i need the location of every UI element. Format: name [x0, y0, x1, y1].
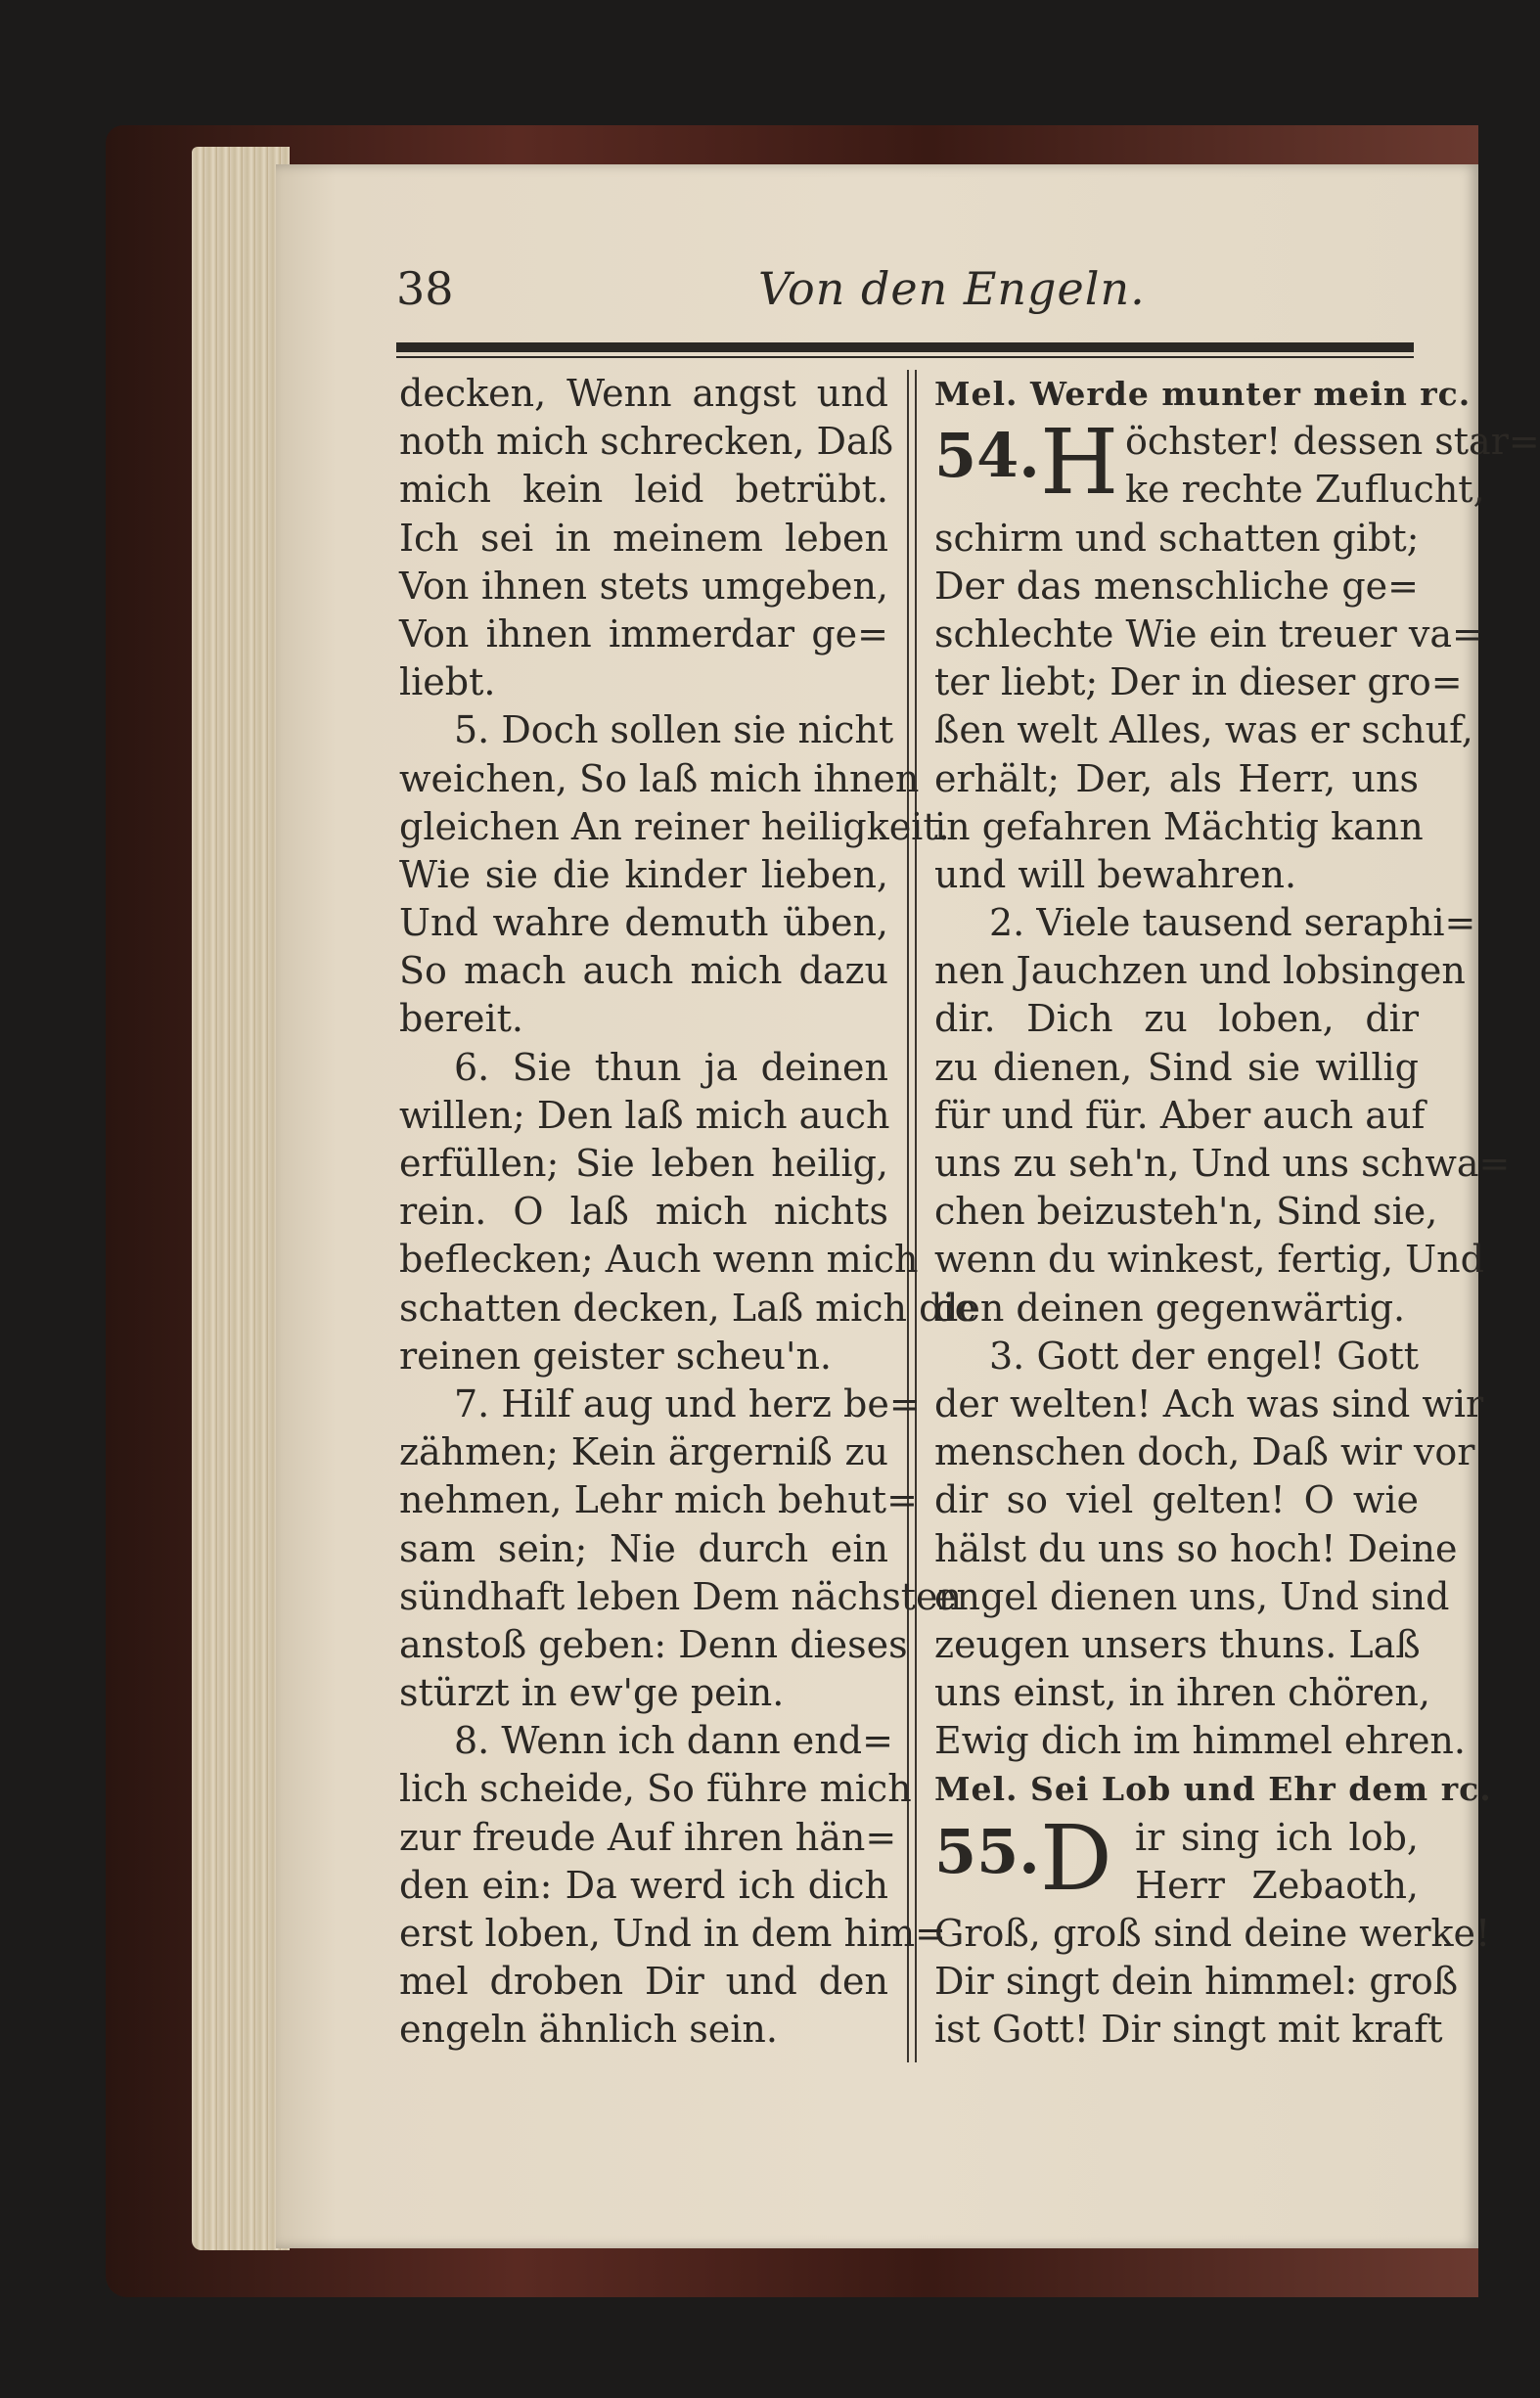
- text-line: Von ihnen stets umgeben,: [399, 564, 888, 608]
- text-line: bereit.: [399, 997, 523, 1041]
- text-line: sündhaft leben Dem nächsten: [399, 1574, 963, 1618]
- text-line: noth mich schrecken, Daß: [399, 420, 894, 464]
- text-line: Wie sie die kinder lieben,: [399, 852, 888, 896]
- text-line: liebt.: [399, 660, 496, 704]
- right-column: [934, 370, 1540, 2055]
- text-line: den ein: Da werd ich dich: [399, 1863, 888, 1907]
- left-column: [399, 370, 977, 2055]
- text-line: uns zu seh'n, Und uns schwa=: [934, 1142, 1511, 1186]
- hymn-55-opening: [934, 1805, 1419, 1911]
- text-line: stürzt in ew'ge pein.: [399, 1671, 785, 1715]
- hymn-54-second-line: ke rechte Zuflucht,: [1125, 468, 1485, 512]
- text-line: 5. Doch sollen sie nicht: [454, 708, 894, 752]
- text-line: dir. Dich zu loben, dir: [934, 997, 1419, 1041]
- header-rule-thick: [396, 342, 1414, 352]
- text-line: anstoß geben: Denn dieses: [399, 1622, 908, 1666]
- text-line: gleichen An reiner heiligkeit.: [399, 804, 950, 848]
- header-rule-thin: [396, 356, 1414, 358]
- text-line: und will bewahren.: [934, 852, 1297, 896]
- text-line: schatten decken, Laß mich die: [399, 1286, 977, 1330]
- page-header: [396, 262, 1419, 321]
- text-line: ist Gott! Dir singt mit kraft: [934, 2008, 1443, 2052]
- text-line: in gefahren Mächtig kann: [934, 804, 1424, 848]
- page-number: 38: [396, 262, 454, 315]
- text-line: Von ihnen immerdar ge=: [399, 611, 888, 656]
- hymn-54-text: [934, 515, 1511, 1766]
- text-line: zeugen unsers thuns. Laß: [934, 1622, 1421, 1666]
- text-line: Dir singt dein himmel: groß: [934, 1960, 1459, 2004]
- text-line: zähmen; Kein ärgerniß zu: [399, 1430, 888, 1474]
- text-line: nehmen, Lehr mich behut=: [399, 1478, 918, 1522]
- text-line: ter liebt; Der in dieser gro=: [934, 660, 1463, 704]
- text-line: hälst du uns so hoch! Deine: [934, 1526, 1458, 1570]
- hymn-54-number: 54.: [934, 420, 1040, 492]
- text-line: chen beizusteh'n, Sind sie,: [934, 1190, 1438, 1234]
- text-line: schirm und schatten gibt;: [934, 516, 1420, 560]
- hymn-54-opening: [934, 410, 1540, 516]
- text-line: erfüllen; Sie leben heilig,: [399, 1142, 888, 1185]
- text-line: rein. O laß mich nichts: [399, 1190, 888, 1234]
- text-line: ßen welt Alles, was er schuf,: [934, 708, 1473, 752]
- text-line: 2. Viele tausend seraphi=: [989, 901, 1476, 945]
- text-line: beflecken; Auch wenn mich: [399, 1238, 919, 1282]
- text-line: erst loben, Und in dem him=: [399, 1912, 947, 1955]
- text-line: den deinen gegenwärtig.: [934, 1286, 1406, 1330]
- text-line: 8. Wenn ich dann end=: [454, 1719, 893, 1763]
- hymn-54-melody: Mel. Werde munter mein rc.: [934, 375, 1472, 413]
- text-line: uns einst, in ihren chören,: [934, 1671, 1430, 1715]
- hymn-55-initial: D: [1040, 1805, 1112, 1911]
- text-line: für und für. Aber auch auf: [934, 1093, 1426, 1137]
- hymn-54-initial: H: [1040, 410, 1119, 516]
- text-line: der welten! Ach was sind wir: [934, 1381, 1484, 1425]
- text-line: mel droben Dir und den: [399, 1960, 888, 2004]
- text-line: nen Jauchzen und lobsingen: [934, 949, 1466, 993]
- text-line: schlechte Wie ein treuer va=: [934, 611, 1483, 656]
- hymn-55-melody: Mel. Sei Lob und Ehr dem rc.: [934, 1770, 1492, 1809]
- hymn-54-first-line: öchster! dessen star=: [1125, 420, 1540, 464]
- running-head: Von den Engeln.: [758, 262, 1146, 315]
- text-line: weichen, So laß mich ihnen: [399, 756, 920, 800]
- text-line: lich scheide, So führe mich: [399, 1767, 912, 1811]
- text-line: engeln ähnlich sein.: [399, 2008, 778, 2052]
- page-edges: [192, 147, 290, 2250]
- text-line: So mach auch mich dazu: [399, 949, 888, 993]
- hymn-55-text: [934, 1910, 1491, 2055]
- text-line: reinen geister scheu'n.: [399, 1334, 833, 1378]
- text-line: decken, Wenn angst und: [399, 372, 888, 415]
- hymn-55-first-line: ir sing ich lob,: [1135, 1815, 1419, 1859]
- text-line: sam sein; Nie durch ein: [399, 1526, 888, 1570]
- text-line: 6. Sie thun ja deinen: [454, 1045, 888, 1089]
- text-line: zur freude Auf ihren hän=: [399, 1815, 897, 1859]
- text-line: Ewig dich im himmel ehren.: [934, 1719, 1466, 1763]
- text-line: Ich sei in meinem leben: [399, 516, 888, 560]
- text-line: Und wahre demuth üben,: [399, 901, 888, 945]
- text-line: menschen doch, Daß wir vor: [934, 1430, 1475, 1474]
- text-line: zu dienen, Sind sie willig: [934, 1045, 1419, 1089]
- text-line: wenn du winkest, fertig, Und: [934, 1238, 1484, 1282]
- text-line: erhält; Der, als Herr, uns: [934, 756, 1419, 800]
- text-line: dir so viel gelten! O wie: [934, 1478, 1419, 1522]
- text-line: Groß, groß sind deine werke!: [934, 1912, 1491, 1956]
- text-line: 7. Hilf aug und herz be=: [454, 1381, 921, 1425]
- text-line: 3. Gott der engel! Gott: [989, 1334, 1419, 1378]
- text-line: willen; Den laß mich auch: [399, 1093, 890, 1137]
- text-line: mich kein leid betrübt.: [399, 468, 888, 512]
- text-line: Der das menschliche ge=: [934, 564, 1419, 608]
- hymn-55-second-line: Herr Zebaoth,: [1135, 1863, 1419, 1907]
- hymn-55-number: 55.: [934, 1815, 1040, 1887]
- text-line: engel dienen uns, Und sind: [934, 1574, 1450, 1618]
